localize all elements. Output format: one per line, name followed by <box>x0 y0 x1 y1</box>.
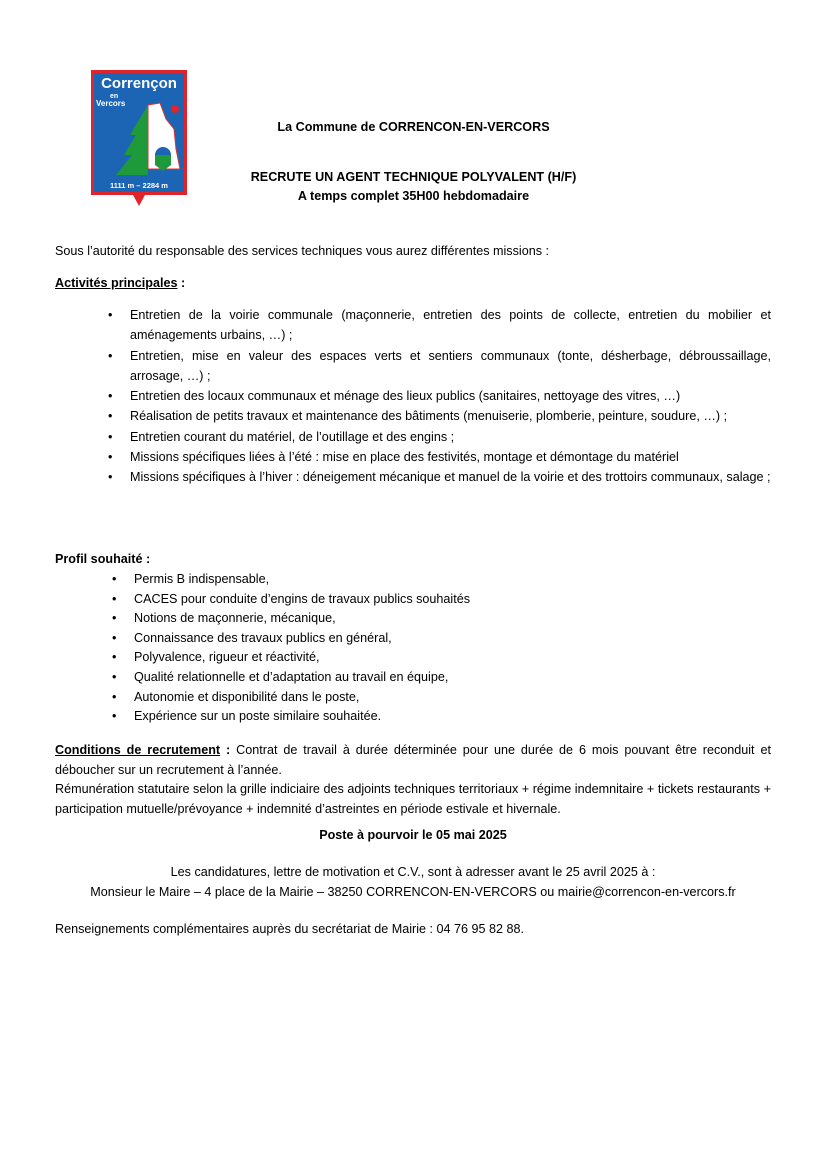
job-title: RECRUTE UN AGENT TECHNIQUE POLYVALENT (H/F) <box>250 170 577 184</box>
list-item: • Permis B indispensable, <box>134 570 470 590</box>
list-item: • Notions de maçonnerie, mécanique, <box>134 609 470 629</box>
svg-text:1111 m – 2284 m: 1111 m – 2284 m <box>110 181 168 190</box>
conditions-heading: Conditions de recrutement <box>55 743 221 757</box>
conditions-section: Conditions de recrutement : Contrat de travail à durée déterminée pour une durée de 6 mois pouvant être reconduit et déboucher sur un recrutement à l’année. Rémunération statutaire selon la grille indiciaire des adjoints techniques territoriaux + régime indemnitaire + tickets restaurants + participation mutuelle/prévoyance + indemnité d’astreintes en période estivale et hivernale. <box>55 741 771 819</box>
commune-heading: La Commune de CORRENCON-EN-VERCORS <box>277 120 550 134</box>
list-item: • Autonomie et disponibilité dans le poste, <box>134 688 470 708</box>
job-subtitle: A temps complet 35H00 hebdomadaire <box>297 189 530 203</box>
application-line-1: Les candidatures, lettre de motivation et C.V., sont à adresser avant le 25 avril 2025 à : <box>170 865 656 879</box>
list-item: • Missions spécifiques liées à l’été : mise en place des festivités, montage et démontage du matériel <box>130 447 771 467</box>
profile-list <box>134 570 470 727</box>
svg-text:Vercors: Vercors <box>96 99 126 108</box>
intro-text: Sous l’autorité du responsable des services techniques vous aurez différentes missions : <box>55 244 549 258</box>
list-item: • Qualité relationnelle et d’adaptation au travail en équipe, <box>134 668 470 688</box>
conditions-text: Contrat de travail à durée déterminée pour une durée de 6 mois pouvant être reconduit et déboucher sur un recrutement à l’année. <box>55 743 771 777</box>
application-line-2: Monsieur le Maire – 4 place de la Mairie – 38250 CORRENCON-EN-VERCORS ou mairie@correncon-en-vercors.fr <box>90 885 736 899</box>
salary-text: Rémunération statutaire selon la grille indiciaire des adjoints techniques territoriaux + régime indemnitaire + tickets restaurants + participation mutuelle/prévoyance + indemnité d’astreintes en période estivale et hivernale. <box>55 782 771 816</box>
svg-text:Corrençon: Corrençon <box>101 75 177 92</box>
list-item: • Réalisation de petits travaux et maintenance des bâtiments (menuiserie, plomberie, peinture, soudure, …) ; <box>130 406 771 426</box>
list-item: • Expérience sur un poste similaire souhaitée. <box>134 707 470 727</box>
start-date: Poste à pourvoir le 05 mai 2025 <box>319 828 507 842</box>
list-item: • Connaissance des travaux publics en général, <box>134 629 470 649</box>
list-item: • Entretien de la voirie communale (maçonnerie, entretien des points de collecte, entretien du mobilier et aménagements urbains, …) ; <box>130 305 771 346</box>
activities-list <box>130 305 771 488</box>
list-item: • Polyvalence, rigueur et réactivité, <box>134 648 470 668</box>
list-item: • CACES pour conduite d’engins de travaux publics souhaités <box>134 590 470 610</box>
list-item: • Entretien courant du matériel, de l’outillage et des engins ; <box>130 427 771 447</box>
profile-heading: Profil souhaité : <box>55 552 151 566</box>
activities-heading: Activités principales : <box>55 276 186 290</box>
list-item: • Missions spécifiques à l’hiver : déneigement mécanique et manuel de la voirie et des trottoirs communaux, salage ; <box>130 467 771 487</box>
list-item: • Entretien des locaux communaux et ménage des lieux publics (sanitaires, nettoyage des vitres, …) <box>130 386 771 406</box>
contact-text: Renseignements complémentaires auprès du secrétariat de Mairie : 04 76 95 82 88. <box>55 922 525 936</box>
activities-heading-label: Activités principales <box>55 276 178 290</box>
list-item: • Entretien, mise en valeur des espaces verts et sentiers communaux (tonte, désherbage, débroussaillage, arrosage, …) ; <box>130 346 771 387</box>
svg-text:en: en <box>110 93 119 100</box>
